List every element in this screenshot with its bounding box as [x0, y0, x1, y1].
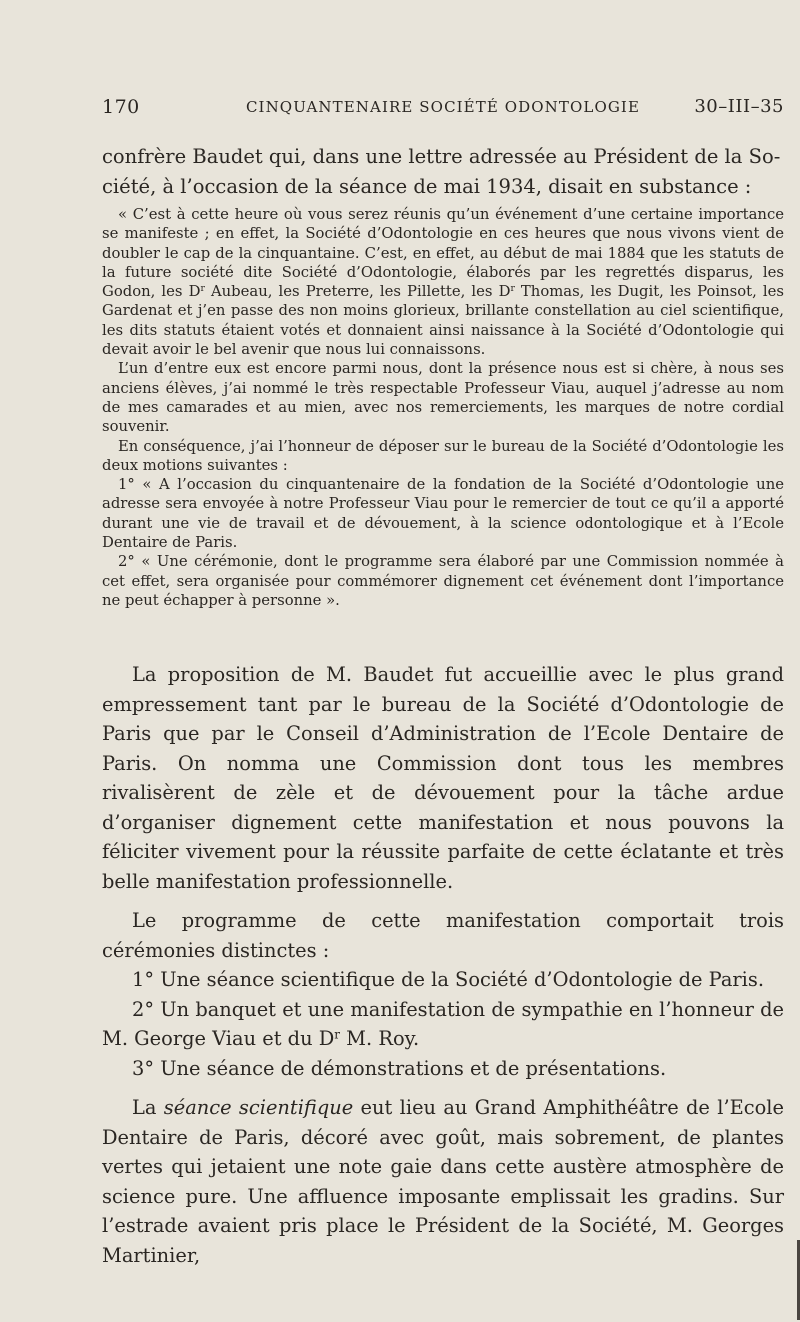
quote-motion-1: 1° « A l’occasion du cinquantenaire de la fondation de la Société d’Odontologie une adresse sera envoyée à notre Professeur Viau pour le remercier de tout ce qu’il a apporté durant une vie de travail et de dévouement, à la science odontologique et à l’Ecole Dentaire de Paris. — [102, 476, 784, 552]
page-number: 170 — [102, 96, 140, 118]
ceremony-list — [102, 965, 784, 1083]
body-paragraph: Le programme de cette manifestation comportait trois cérémonies distinctes : — [102, 909, 784, 962]
list-item: 1° Une séance scientifique de la Société d’Odontologie de Paris. — [132, 968, 765, 991]
running-title: CINQUANTENAIRE SOCIÉTÉ ODONTOLOGIE — [245, 98, 641, 116]
list-item: 2° Un banquet et une manifestation de sympathie en l’honneur de M. George Viau et du $D^r$ M. Roy. — [102, 997, 784, 1050]
quote-paragraph: En conséquence, j’ai l’honneur de déposer sur le bureau de la Société d’Odontologie les deux motions suivantes : — [102, 437, 784, 474]
body-paragraph: La proposition de M. Baudet fut accueillie avec le plus grand empressement tant par le bureau de la Société d’Odontologie de Paris que par le Conseil d’Administration de l’Ecole Dentaire de Paris. On nomma une Commission dont tous les membres rivalisèrent de zèle et de dévouement pour la tâche ardue d’organiser dignement cette manifestation et nous pouvons la féliciter vivement pour la réussite parfaite de cette éclatante et très belle manifestation professionnelle. — [102, 663, 784, 893]
body-text — [102, 660, 784, 1270]
running-header — [102, 94, 784, 126]
emphasis: séance scientifique — [163, 1096, 354, 1119]
quote-paragraph: « C’est à cette heure où vous serez réunis qu’un événement d’une certaine importance se manifeste ; en effet, la Société d’Odontologie en ces heures que nous vivons vient de doubler le cap de la cinquantaine. C’est, en effet, au début de mai 1884 que les statuts de la future société dite Société d’Odontologie, élaborés par les regrettés disparus, les Godon, les $D^r$ Aubeau, les Preterre, les Pillette, les $D^r$ Thomas, les Dugit, les Poinsot, les Gardenat et j’en passe des non moins glorieux, brillante constellation au ciel scientifique, les dits statuts étaient votés et donnaient ainsi naissance à la Société d’Odontologie qui devait avoir le bel avenir que nous lui connaissons. — [102, 206, 784, 359]
body-paragraph: La séance scientifique eut lieu au Grand Amphithéâtre de l’Ecole Dentaire de Paris, décoré avec goût, mais sobrement, de plantes vertes qui jetaient une note gaie dans cette austère atmosphère de science pure. Une affluence imposante emplissait les gradins. Sur l’estrade avaient pris place le Président de la Société, M. Georges Martinier, — [102, 1096, 784, 1267]
quote-motion-2: 2° « Une cérémonie, dont le programme sera élaboré par une Commission nommée à cet effet, sera organisée pour commémorer dignement cet événement dont l’importance ne peut échapper à personne ». — [102, 553, 784, 609]
intro-line: ciété, à l’occasion de la séance de mai 1934, disait en substance : — [102, 175, 752, 198]
quote-paragraph: L’un d’entre eux est encore parmi nous, dont la présence nous est si chère, à nous ses anciens élèves, j’ai nommé le très respectable Professeur Viau, auquel j’adresse au nom de mes camarades et au mien, avec nos remerciements, les marques de notre cordial souvenir. — [102, 360, 784, 436]
quoted-letter — [102, 205, 784, 610]
list-item: 3° Une séance de démonstrations et de présentations. — [132, 1056, 667, 1080]
intro-line: confrère Baudet qui, dans une lettre adressée au Président de la So- — [102, 145, 781, 168]
issue-date: 30–III–35 — [694, 96, 784, 117]
intro-paragraph — [102, 142, 784, 202]
